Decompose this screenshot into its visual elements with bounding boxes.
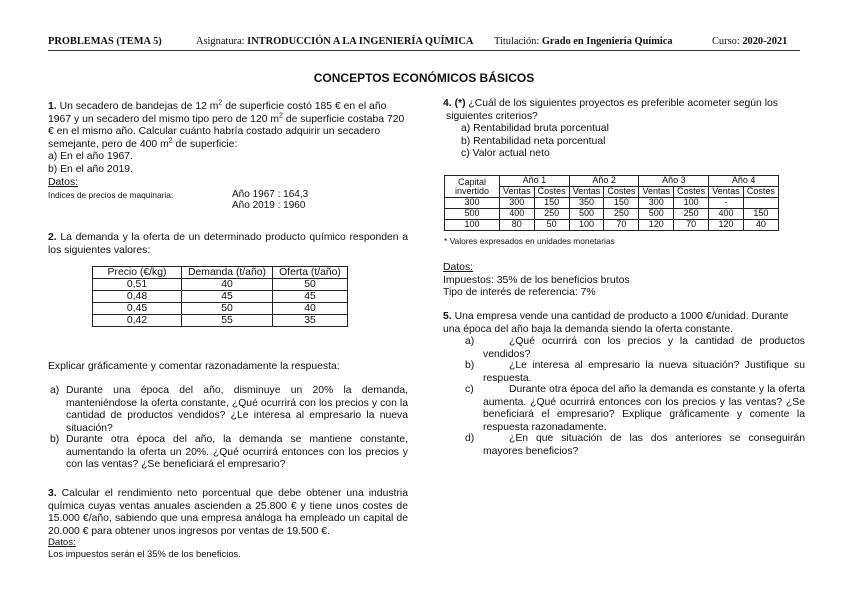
- problem-3-impuestos: Los impuestos serán el 35% de los beneficios.: [48, 548, 241, 559]
- problem-5-d: d) ¿En que situación de las dos anteriores se conseguirán mayores beneficios?: [465, 433, 805, 457]
- table-header: Precio (€/kg): [93, 267, 182, 279]
- table-cell: 70: [674, 220, 709, 231]
- problem-1-a: a) En el año 1967.: [48, 151, 133, 163]
- table-header: Año 4: [709, 176, 779, 187]
- supply-demand-table: [92, 266, 348, 327]
- table-cell: 45: [182, 291, 273, 303]
- header-curso: Curso: 2020-2021: [712, 36, 788, 47]
- problem-1: 1. Un secadero de bandejas de 12 $m^2$ de superficie costó 185 € en el año 1967 y un secadero del mismo tipo pero de 120 $m^2$ de superficie costaba 720 € en el mismo año. Calcular cuánto habría costado adquirir un secadero semejante, pero de 400 $m^2$ de superficie: a) En el año 1967. b) En el año 2019. Datos: Indices de precios de maquinaria: Año 1967 : 164,3 Año 2019 : 1960: [48, 101, 408, 211]
- table-header: Ventas: [639, 187, 674, 198]
- table-cell: 100: [445, 220, 500, 231]
- problem-2-explicar: Explicar gráficamente y comentar razonadamente la respuesta:: [48, 361, 340, 372]
- table-cell: 350: [569, 198, 604, 209]
- table-header: Año 3: [639, 176, 709, 187]
- table-header: Costes: [604, 187, 639, 198]
- criterion-a: a) Rentabilidad bruta porcentual: [461, 123, 609, 135]
- table-row: [445, 220, 779, 231]
- header-rule: [48, 50, 800, 51]
- table-cell: 100: [674, 198, 709, 209]
- table-cell: 50: [182, 303, 273, 315]
- problem-4: 4. (*) ¿Cuál de los siguientes proyectos es preferible acometer según los siguientes criterios? a) Rentabilidad bruta porcentual b) Rentabilidad neta porcentual c) Valor actual neto: [443, 98, 803, 161]
- table-cell: 100: [569, 220, 604, 231]
- projects-table: [444, 175, 779, 231]
- table-cell: 55: [182, 315, 273, 327]
- table-cell: 250: [674, 209, 709, 220]
- table-cell: 300: [639, 198, 674, 209]
- header-problemas: PROBLEMAS (TEMA 5): [48, 36, 162, 47]
- table-cell: 300: [445, 198, 500, 209]
- header-asignatura: Asignatura: INTRODUCCIÓN A LA INGENIERÍA QUÍMICA: [196, 36, 474, 47]
- table-header-row: [93, 267, 348, 279]
- table-row: [93, 315, 348, 327]
- table-row: [93, 303, 348, 315]
- table-cell: 0,45: [93, 303, 182, 315]
- problem-1-datos: Datos:: [48, 176, 79, 188]
- table-header: Demanda (t/año): [182, 267, 273, 279]
- problem-2-b: b) Durante otra época del año, la demanda se mantiene constante, aumentando la oferta un 20%. ¿Qué ocurrirá entonces con los precios y con las ventas? ¿Se beneficiará el empresario?: [50, 434, 408, 471]
- table-cell: 40: [182, 279, 273, 291]
- table-row: [445, 198, 779, 209]
- table-cell: 45: [273, 291, 348, 303]
- table-cell: 250: [534, 209, 569, 220]
- page-title: CONCEPTOS ECONÓMICOS BÁSICOS: [313, 71, 535, 85]
- table-header: Capital invertido: [445, 176, 500, 198]
- table-header: Año 1: [500, 176, 570, 187]
- table-cell: 500: [639, 209, 674, 220]
- table-header: Año 2: [569, 176, 639, 187]
- table-cell: [743, 198, 778, 209]
- table-row: [93, 291, 348, 303]
- problem-2-intro: 2. La demanda y la oferta de un determinado producto químico responden a los siguientes valores:: [48, 232, 408, 256]
- table-cell: 120: [709, 220, 744, 231]
- table-header: Ventas: [500, 187, 535, 198]
- table-cell: 0,42: [93, 315, 182, 327]
- table-cell: -: [709, 198, 744, 209]
- table-cell: 150: [534, 198, 569, 209]
- table-cell: 500: [445, 209, 500, 220]
- table-cell: 150: [604, 198, 639, 209]
- table-cell: 400: [709, 209, 744, 220]
- table-cell: 0,51: [93, 279, 182, 291]
- table-note: * Valores expresados en unidades monetarias: [444, 236, 615, 246]
- problem-5-a: a) ¿Qué ocurrirá con los precios y la cantidad de productos vendidos?: [465, 336, 805, 360]
- table-cell: 40: [743, 220, 778, 231]
- table-cell: 0,48: [93, 291, 182, 303]
- table-header: Ventas: [709, 187, 744, 198]
- criterion-c: c) Valor actual neto: [461, 148, 550, 160]
- table-cell: 150: [743, 209, 778, 220]
- table-cell: 40: [273, 303, 348, 315]
- table-row: [445, 209, 779, 220]
- table-header-row: [445, 176, 779, 187]
- problem-5: 5. Una empresa vende una cantidad de producto a 1000 €/unidad. Durante una época del año baja la demanda siendo la oferta constante.: [443, 311, 789, 335]
- problem-1-b: b) En el año 2019.: [48, 163, 133, 175]
- table-cell: 80: [500, 220, 535, 231]
- problem-3: 3. Calcular el rendimiento neto porcentual que debe obtener una industria química cuyas ventas anuales ascienden a 25.800 € y tiene unos costes de 15.000 €/año, sabiendo que una empresa análoga ha empleado un capital de 20.000 € para obtener unos ingresos por ventas de 19.500 €.: [48, 488, 408, 537]
- table-cell: 35: [273, 315, 348, 327]
- table-cell: 500: [569, 209, 604, 220]
- table-cell: 70: [604, 220, 639, 231]
- problem-5-c: c) Durante otra época del año la demanda es constante y la oferta aumenta. ¿Qué ocurrirá entonces con los precios y las ventas? ¿Se beneficiará el empresario? Explique gráficamente y comente la respuesta razonadamente.: [465, 384, 805, 433]
- table-cell: 400: [500, 209, 535, 220]
- problem-3-datos: Datos:: [48, 537, 76, 548]
- table-cell: 250: [604, 209, 639, 220]
- table-header: Costes: [674, 187, 709, 198]
- criterion-b: b) Rentabilidad neta porcentual: [461, 135, 606, 147]
- problem-4-datos: Datos: Impuestos: 35% de los beneficios brutos Tipo de interés de referencia: 7%: [443, 262, 630, 299]
- table-header: Ventas: [569, 187, 604, 198]
- table-header: Oferta (t/año): [273, 267, 348, 279]
- table-cell: 50: [273, 279, 348, 291]
- problem-5-b: b) ¿Le interesa al empresario la nueva situación? Justifique su respuesta.: [465, 360, 805, 384]
- table-cell: 300: [500, 198, 535, 209]
- table-cell: 50: [534, 220, 569, 231]
- table-row: [93, 279, 348, 291]
- problem-2-a: a) Durante una época del año, disminuye un 20% la demanda, manteniéndose la oferta constante, ¿Qué ocurrirá con los precios y con la cantidad de productos vendidos? ¿Le interesa al empresario la nueva situación?: [50, 385, 408, 434]
- table-header: Costes: [743, 187, 778, 198]
- header-titulacion: Titulación: Grado en Ingeniería Química: [494, 36, 673, 47]
- table-cell: 120: [639, 220, 674, 231]
- table-header: Costes: [534, 187, 569, 198]
